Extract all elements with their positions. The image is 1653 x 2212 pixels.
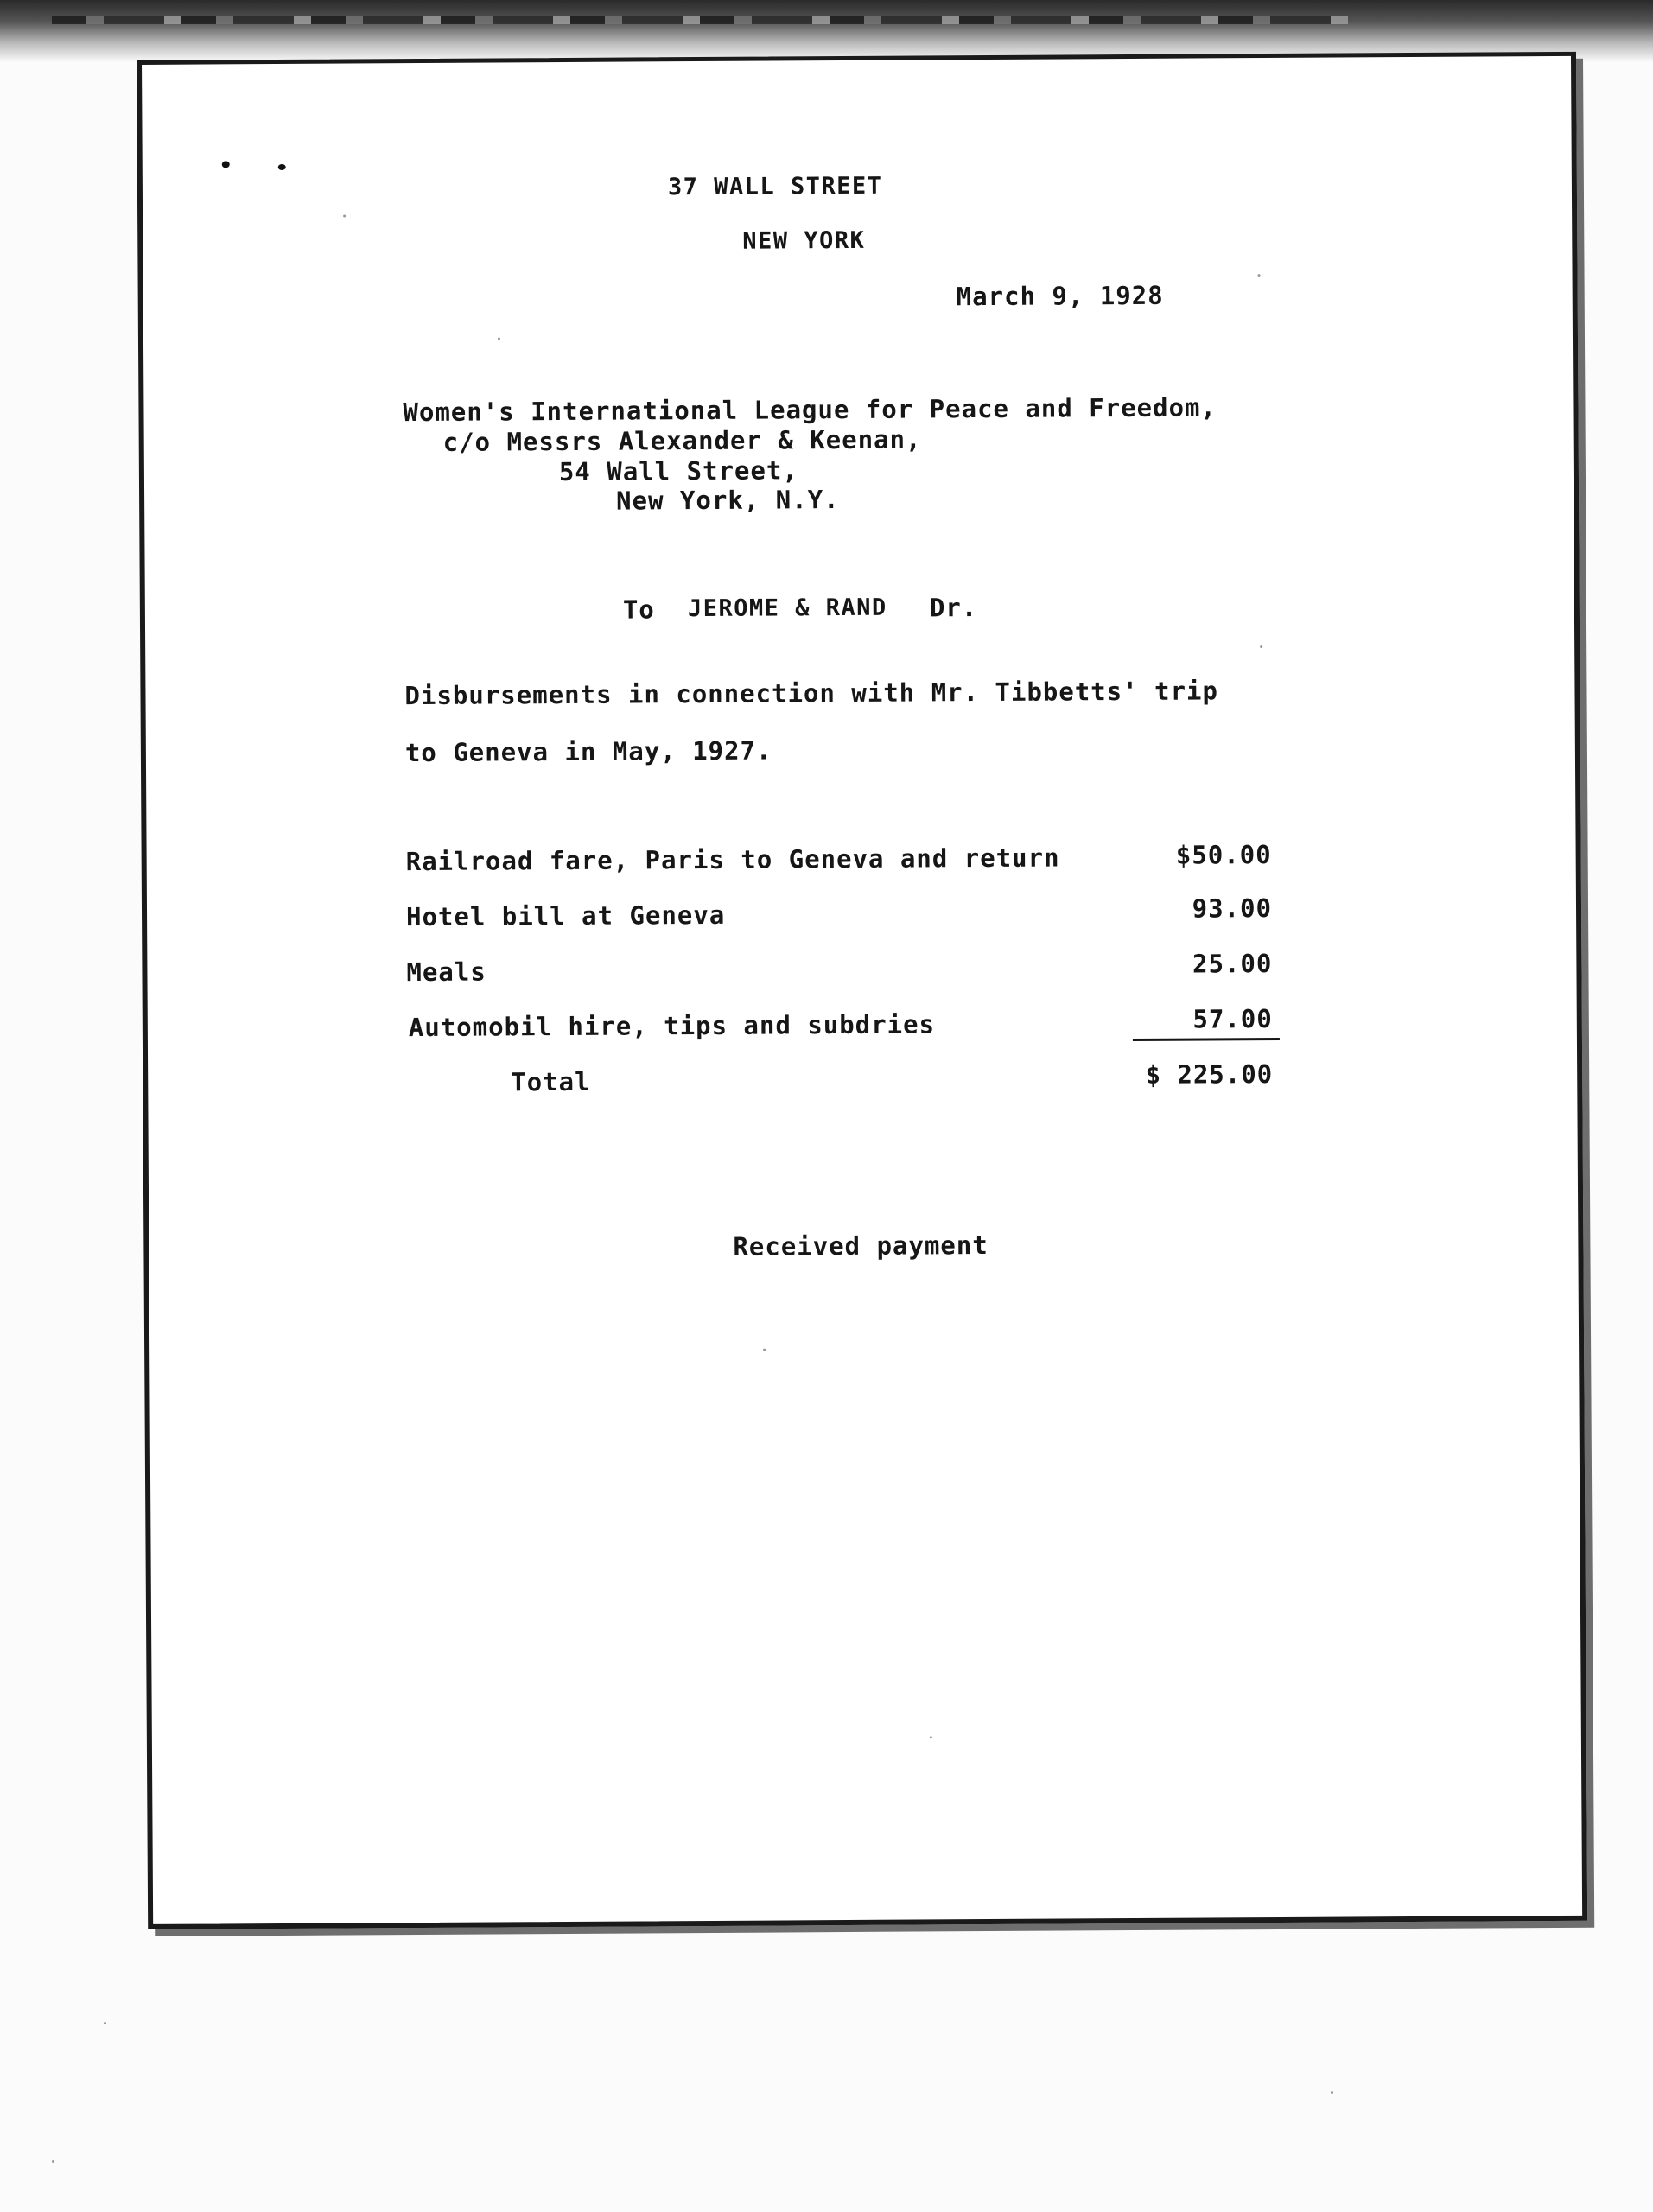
item-label: Railroad fare, Paris to Geneva and return: [405, 842, 1060, 877]
total-amount: $ 225.00: [1145, 1058, 1274, 1090]
paper-speck: [343, 215, 346, 218]
paper-speck: [763, 1349, 766, 1351]
item-amount: 25.00: [1192, 948, 1273, 979]
total-label: Total: [511, 1066, 591, 1097]
scanner-streak: [52, 16, 1348, 24]
invoice-date: March 9, 1928: [956, 280, 1164, 312]
item-label: Hotel bill at Geneva: [405, 899, 726, 932]
paper-speck: [1258, 274, 1261, 276]
item-label: Automobil hire, tips and subdries: [408, 1009, 936, 1043]
creditor-firm: JEROME & RAND: [687, 594, 887, 623]
item-amount: 93.00: [1192, 893, 1273, 924]
paper-speck: [930, 1736, 932, 1738]
item-label: Meals: [406, 957, 486, 988]
to-prefix: To: [622, 594, 655, 625]
paper-speck: [52, 2160, 54, 2163]
debit-marker: Dr.: [929, 593, 978, 623]
addressee-name: Women's International League for Peace and Freedom,: [403, 392, 1217, 428]
item-amount: 57.00: [1192, 1003, 1273, 1034]
item-amount: $50.00: [1175, 839, 1272, 870]
received-payment-note: Received payment: [733, 1230, 989, 1262]
paper-speck: [104, 2022, 106, 2024]
addressee-care-of: c/o Messrs Alexander & Keenan,: [442, 424, 922, 457]
description-line-2: to Geneva in May, 1927.: [404, 735, 772, 768]
ink-dot-mark: [222, 161, 230, 168]
paper-speck: [498, 337, 500, 340]
invoice-sheet: [137, 52, 1587, 1929]
sum-underline: [1133, 1038, 1280, 1041]
description-line-1: Disbursements in connection with Mr. Tibbetts' trip: [404, 676, 1219, 711]
addressee-street: 54 Wall Street,: [558, 455, 798, 487]
letterhead-city: NEW YORK: [742, 226, 866, 255]
paper-speck: [1331, 2091, 1333, 2094]
paper-speck: [1260, 645, 1262, 648]
letterhead-street: 37 WALL STREET: [667, 172, 883, 201]
addressee-city: New York, N.Y.: [616, 485, 840, 516]
ink-dot-mark: [278, 164, 286, 170]
